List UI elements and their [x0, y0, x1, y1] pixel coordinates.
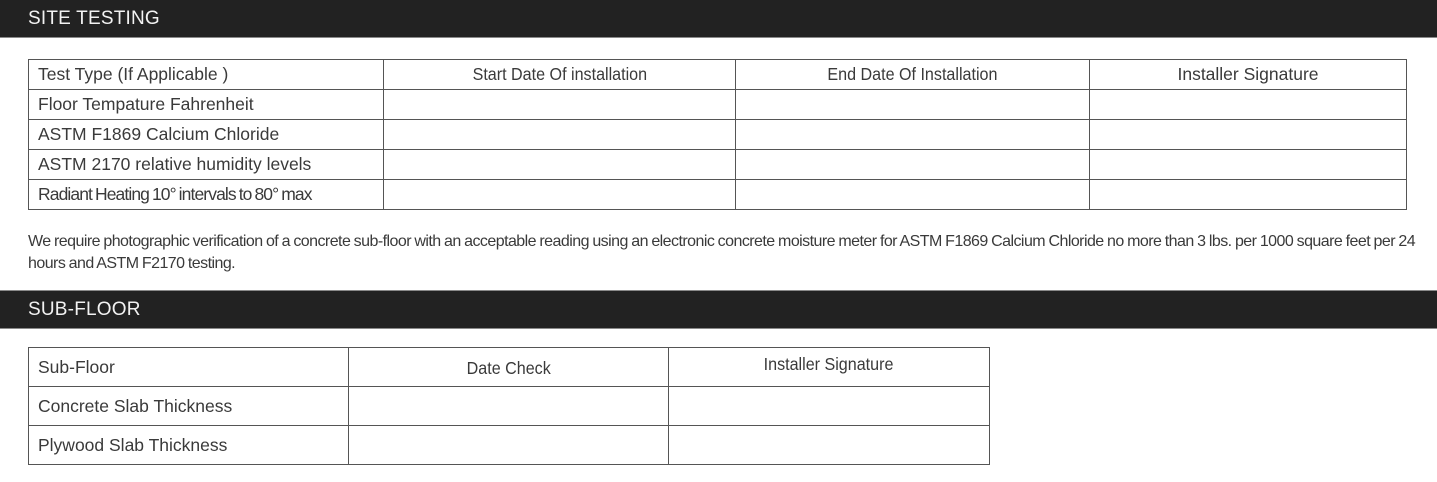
end-date-field[interactable]	[736, 180, 1090, 210]
sub-floor-table	[28, 347, 990, 465]
test-type-cell: Floor Tempature Fahrenheit	[29, 90, 384, 120]
table-row	[29, 426, 990, 465]
sub-floor-type-cell: Plywood Slab Thickness	[29, 426, 349, 465]
start-date-field[interactable]	[384, 90, 736, 120]
table-row	[29, 120, 1407, 150]
test-type-cell: ASTM 2170 relative humidity levels	[29, 150, 384, 180]
installer-signature-field[interactable]	[1090, 180, 1407, 210]
installer-signature-field[interactable]	[669, 387, 990, 426]
column-header-installer-signature	[669, 348, 990, 387]
section-header-sub-floor	[0, 290, 1437, 329]
installer-signature-field[interactable]	[669, 426, 990, 465]
date-check-field[interactable]	[349, 387, 669, 426]
column-header-end-date-label: End Date Of Installation	[827, 64, 998, 84]
table-header-row	[29, 348, 990, 387]
column-header-date-check-label: Date Check	[466, 357, 551, 378]
start-date-field[interactable]	[384, 120, 736, 150]
sub-floor-type-cell: Concrete Slab Thickness	[29, 387, 349, 426]
section-header-site-testing	[0, 0, 1437, 38]
end-date-field[interactable]	[736, 90, 1090, 120]
installer-signature-field[interactable]	[1090, 120, 1407, 150]
column-header-start-date	[384, 60, 736, 90]
table-header-row	[29, 60, 1407, 90]
column-header-date-check	[349, 348, 669, 387]
installer-signature-field[interactable]	[1090, 150, 1407, 180]
column-header-test-type: Test Type (If Applicable )	[29, 60, 384, 90]
site-testing-table	[28, 59, 1407, 210]
column-header-installer-signature: Installer Signature	[1090, 60, 1407, 90]
table-row	[29, 387, 990, 426]
start-date-field[interactable]	[384, 150, 736, 180]
test-type-cell: ASTM F1869 Calcium Chloride	[29, 120, 384, 150]
column-header-end-date	[736, 60, 1090, 90]
moisture-testing-note: We require photographic verification of a concrete sub-floor with an acceptable reading using an electronic concrete moisture meter for ASTM F1869 Calcium Chloride no more than 3 lbs. per 1000 square feet per 24 hours and ASTM F2170 testing.	[28, 233, 1416, 272]
section-title: SITE TESTING	[28, 7, 160, 29]
table-row	[29, 180, 1407, 210]
start-date-field[interactable]	[384, 180, 736, 210]
date-check-field[interactable]	[349, 426, 669, 465]
column-header-sub-floor: Sub-Floor	[29, 348, 349, 387]
end-date-field[interactable]	[736, 150, 1090, 180]
table-row	[29, 90, 1407, 120]
table-row	[29, 150, 1407, 180]
column-header-installer-signature-label: Installer Signature	[764, 354, 894, 374]
end-date-field[interactable]	[736, 120, 1090, 150]
section-title: SUB-FLOOR	[28, 298, 141, 320]
column-header-start-date-label: Start Date Of installation	[472, 64, 647, 84]
test-type-cell: Radiant Heating 10° intervals to 80° max	[29, 180, 384, 210]
installer-signature-field[interactable]	[1090, 90, 1407, 120]
